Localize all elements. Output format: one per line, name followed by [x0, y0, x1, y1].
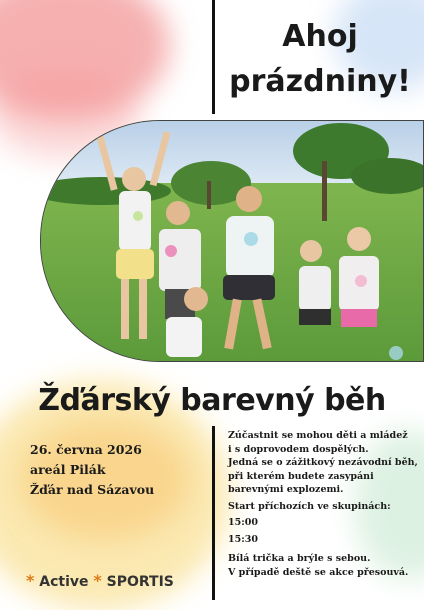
- bring-note: Bílá trička a brýle s sebou.: [228, 553, 371, 564]
- start-label: Start příchozích ve skupinách:: [228, 500, 391, 512]
- page-title: [222, 14, 418, 104]
- brand-sportis: SPORTIS: [106, 574, 174, 590]
- sponsor-logos: [26, 571, 174, 590]
- event-photo: [40, 120, 424, 362]
- event-venue: areál Pilák: [30, 462, 106, 477]
- divider-bottom: [212, 426, 215, 600]
- color-splash-red: [0, 0, 170, 120]
- title-line-1: Ahoj: [282, 19, 358, 54]
- rain-note: V případě deště se akce přesouvá.: [228, 566, 409, 578]
- description-line: při kterém budete zasypáni: [228, 470, 374, 482]
- photo-illustration: [41, 121, 423, 361]
- description-line: Zúčastnit se mohou děti a mládež: [228, 430, 408, 441]
- description-line: barevnými explozemi.: [228, 484, 344, 495]
- event-description: [228, 429, 420, 579]
- star-icon: *: [26, 571, 35, 590]
- event-date: 26. června 2026: [30, 442, 142, 457]
- start-time-1: 15:00: [228, 517, 258, 528]
- star-icon: *: [93, 571, 102, 590]
- description-line: i s doprovodem dospělých.: [228, 443, 369, 455]
- brand-active: Active: [39, 574, 89, 590]
- divider-top: [212, 0, 215, 114]
- start-time-2: 15:30: [228, 533, 258, 545]
- description-line: Jedná se o zážitkový nezávodní běh,: [228, 457, 418, 468]
- event-details: [30, 440, 210, 500]
- title-line-2: prázdniny!: [229, 64, 411, 99]
- event-title: Žďárský barevný běh: [38, 383, 386, 418]
- event-city: Žďár nad Sázavou: [30, 482, 155, 497]
